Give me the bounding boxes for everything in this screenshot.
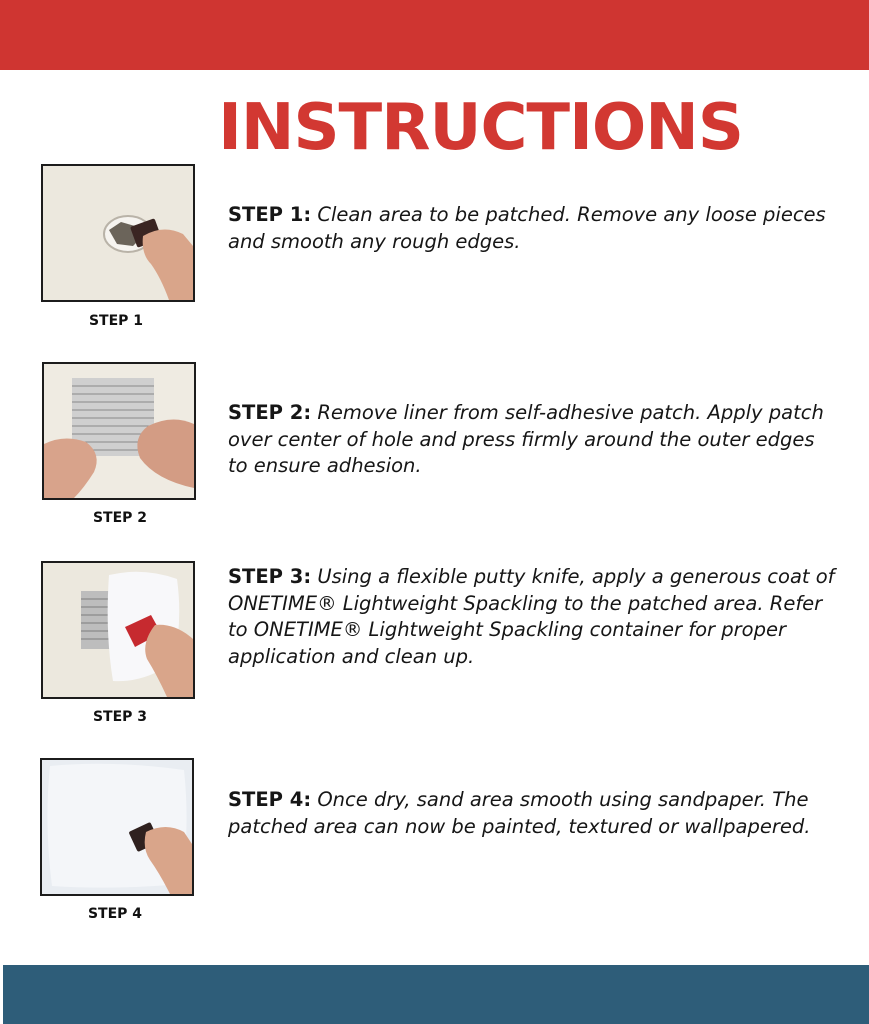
step-3-caption: STEP 3	[92, 709, 148, 725]
step-1-body: Clean area to be patched. Remove any loose pieces and smooth any rough edges.	[228, 203, 826, 253]
step-2-label: STEP 2:	[228, 401, 312, 424]
step-4-text	[228, 787, 838, 840]
step-3-label: STEP 3:	[228, 565, 312, 588]
step-4-photo	[40, 758, 194, 896]
step-2-photo	[42, 362, 196, 500]
step-1-label: STEP 1:	[228, 203, 312, 226]
step-3-text	[228, 564, 838, 670]
step-3-body: Using a flexible putty knife, apply a generous coat of ONETIME® Lightweight Spackling to the patched area. Refer to ONETIME® Lightweight Spackling container for proper application and clean up.	[228, 565, 835, 668]
step-2-text	[228, 400, 838, 480]
top-color-band	[0, 0, 869, 70]
step-1-photo	[41, 164, 195, 302]
step-3-photo	[41, 561, 195, 699]
step-1-caption: STEP 1	[88, 313, 144, 329]
step-2-caption: STEP 2	[92, 510, 148, 526]
page-title: INSTRUCTIONS	[218, 91, 743, 165]
bottom-color-band	[3, 965, 869, 1024]
step-4-label: STEP 4:	[228, 788, 312, 811]
step-4-body: Once dry, sand area smooth using sandpaper. The patched area can now be painted, textured or wallpapered.	[228, 788, 811, 838]
step-1-text	[228, 202, 838, 255]
step-4-caption: STEP 4	[87, 906, 143, 922]
step-2-body: Remove liner from self-adhesive patch. Apply patch over center of hole and press firmly around the outer edges to ensure adhesion.	[228, 401, 824, 477]
